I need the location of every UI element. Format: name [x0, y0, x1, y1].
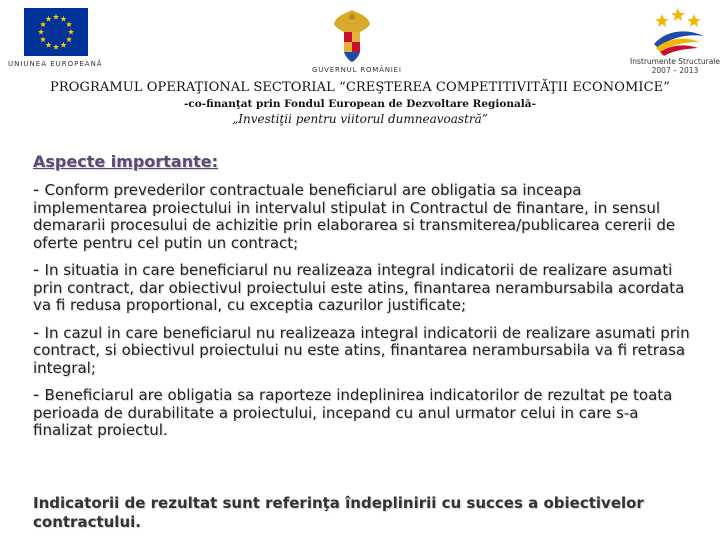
- structural-instruments-caption-line2: 2007 – 2013: [651, 66, 699, 75]
- paragraph-text: Beneficiarul are obligatia sa raporteze indeplinirea indicatorilor de rezultat pe toata perioada de durabilitate a proiectului, incepand cu anul urmator celui in care s-a finalizat proiectul.: [33, 386, 673, 439]
- paragraph-dash: -: [33, 322, 45, 343]
- paragraph-4: [33, 387, 693, 440]
- conclusion-text: Indicatorii de rezultat sunt referinţa îndeplinirii cu succes a obiectivelor contractului.: [33, 494, 644, 531]
- paragraph-2: [33, 262, 693, 315]
- paragraph-dash: -: [33, 260, 45, 280]
- paragraph-1: [33, 182, 693, 252]
- paragraph-dash: -: [33, 180, 45, 200]
- gov-caption: GUVERNUL ROMÂNIEI: [312, 66, 402, 74]
- structural-instruments-logo-icon: [650, 4, 708, 56]
- structural-instruments-caption: [630, 57, 720, 75]
- paragraph-text: In cazul in care beneficiarul nu realizeaza integral indicatorii de realizare asumati prin contract, si obiectivul proiectului nu este atins, finantarea nerambursabila va fi retrasa integral;: [33, 323, 690, 377]
- romania-coat-of-arms-icon: [330, 8, 374, 64]
- paragraph-text: In situatia in care beneficiarul nu realizeaza integral indicatorii de realizare asumati prin contract, dar obiectivul proiectului este atins, finantarea nerambursabila acordata va fi redusa proportional, cu exceptia cazurilor justificate;: [33, 261, 685, 314]
- eu-flag-icon: [24, 8, 88, 56]
- program-motto: „Investiţii pentru viitorul dumneavoastră”: [232, 112, 488, 126]
- slide-content: [33, 182, 693, 450]
- slide-heading: Aspecte importante:: [33, 152, 218, 171]
- paragraph-text: Conform prevederilor contractuale beneficiarul are obligatia sa inceapa implementarea proiectului in intervalul stipulat in Contractul de finantare, in sensul demararii procesului de achizitie prin elaborarea si transmiterea/publicarea cererii de oferte pentru cel putin un contract;: [33, 181, 676, 252]
- program-title: PROGRAMUL OPERAŢIONAL SECTORIAL “CREŞTEREA COMPETITIVITĂŢII ECONOMICE”: [50, 80, 670, 95]
- program-subtitle: -co-finanţat prin Fondul European de Dezvoltare Regională-: [184, 98, 536, 110]
- paragraph-dash: -: [33, 385, 45, 405]
- structural-instruments-caption-line1: Instrumente Structurale: [630, 57, 720, 66]
- eu-caption: UNIUNEA EUROPEANĂ: [8, 60, 103, 68]
- paragraph-3: [33, 322, 693, 378]
